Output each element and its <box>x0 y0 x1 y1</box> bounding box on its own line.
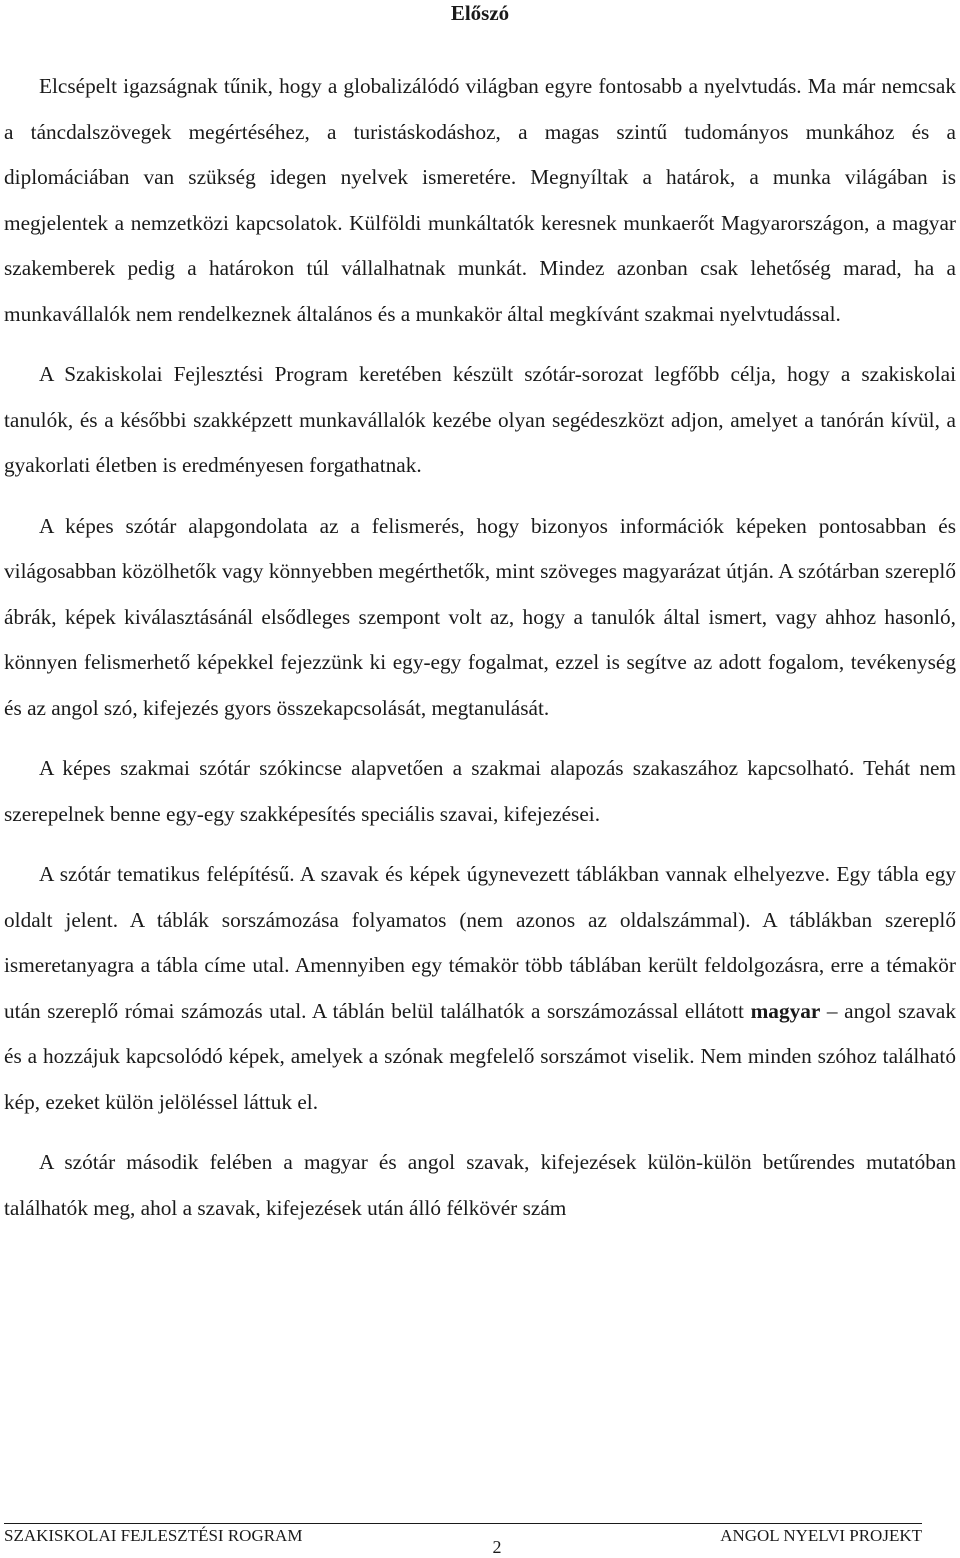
paragraph: A képes szótár alapgondolata az a felismerés, hogy bizonyos információk képeken pontosabban és világosabban közölhetők vagy könnyebben megérthetők, mint szöveges magyarázat útján. A szótárban szereplő ábrák, képek kiválasztásánál elsődleges szempont volt az, hogy a tanulók által ismert, vagy ahhoz hasonló, könnyen felismerhető képekkel fejezzünk ki egy-egy fogalmat, ezzel is segítve az adott fogalom, tevékenység és az angol szó, kifejezés gyors összekapcsolását, megtanulását. <box>4 513 956 720</box>
paragraph: A szótár második felében a magyar és angol szavak, kifejezések külön-külön betűrendes mutatóban találhatók meg, ahol a szavak, kifejezések után álló félkövér szám <box>4 1150 956 1220</box>
footer-left-text: SZAKISKOLAI FEJLESZTÉSI ROGRAM <box>4 1526 303 1545</box>
footer-divider <box>4 1523 922 1524</box>
paragraph-text: A szótár tematikus felépítésű. A szavak és képek úgynevezett táblákban vannak elhelyezve. Egy tábla egy oldalt jelent. A táblák sorszámozása folyamatos (nem azonos az oldalszámmal). A táblákban szereplő ismeretanyagra a tábla címe utal. Amennyiben egy témakör több táblában került feldolgozásra, erre a témakör után szereplő római számozás utal. A táblán belül találhatók a sorszámozással ellátott <box>4 862 956 1023</box>
page-title: Előszó <box>450 1 510 25</box>
paragraph: Elcsépelt igazságnak tűnik, hogy a globalizálódó világban egyre fontosabb a nyelvtudás. Ma már nemcsak a táncdalszövegek megértéséhez, a turistáskodáshoz, a magas szintű tudományos munkához és a diplomáciában van szükség idegen nyelvek ismeretére. Megnyíltak a határok, a munka világában is megjelentek a nemzetközi kapcsolatok. Külföldi munkáltatók keresnek munkaerőt Magyarországon, a magyar szakemberek pedig a határokon túl vállalhatnak munkát. Mindez azonban csak lehetőség marad, ha a munkavállalók nem rendelkeznek általános és a munkakör által megkívánt szakmai nyelvtudással. <box>4 74 956 326</box>
page-number: 2 <box>492 1537 502 1557</box>
paragraph: A képes szakmai szótár szókincse alapvetően a szakmai alapozás szakaszához kapcsolható. Tehát nem szerepelnek benne egy-egy szakképesítés speciális szavai, kifejezései. <box>4 756 956 826</box>
body-text <box>4 64 956 1231</box>
bold-term: magyar <box>750 998 821 1023</box>
paragraph: A Szakiskolai Fejlesztési Program keretében készült szótár-sorozat legfőbb célja, hogy a szakiskolai tanulók, és a későbbi szakképzett munkavállalók kezébe olyan segédeszközt adjon, amelyet a tanórán kívül, a gyakorlati életben is eredményesen forgathatnak. <box>4 362 956 477</box>
paragraph-text: – angol szavak és a hozzájuk kapcsolódó képek, amelyek a szónak megfelelő sorszámot viselik. Nem minden szóhoz található kép, ezeket külön jelöléssel láttuk el. <box>4 998 956 1114</box>
footer-right-text: ANGOL NYELVI PROJEKT <box>720 1526 922 1545</box>
paragraph <box>4 852 956 1125</box>
